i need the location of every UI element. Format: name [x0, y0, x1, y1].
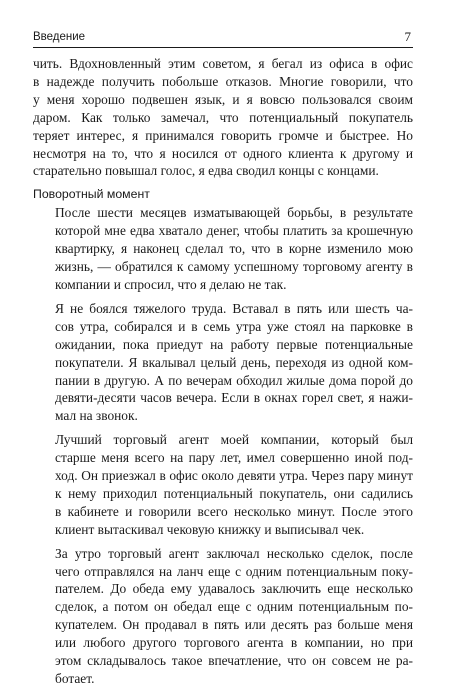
text-line: покупатели. Я вкалывал целый день, переходя из одной ком-	[55, 354, 413, 370]
paragraph	[33, 204, 413, 294]
section-subheading: Поворотный момент	[33, 187, 150, 202]
text-line: к нему приходил потенциальный покупатель, они садились	[55, 485, 413, 501]
text-line: в надежде получить побольше отказов. Многие говорили, что	[33, 73, 413, 89]
text-line: сделок, а потом он обедал еще с одним потенциальным по-	[55, 599, 413, 615]
text-line: теряет интерес, я принимался говорить громче и быстрее. Но	[33, 127, 413, 143]
section-title: Введение	[33, 31, 86, 43]
text-line: компании и спросил, что я делаю не так.	[55, 276, 287, 292]
text-line: клиент вытаскивал чековую книжку и выписывал чек.	[55, 521, 365, 537]
text-line: в кабинете и говорили всего несколько минут. После этого	[55, 503, 413, 519]
text-line: ожидании, пока приедут на работу первые потенциальные	[55, 336, 413, 352]
text-line: или любого другого торгового агента в компании, но при	[55, 635, 413, 651]
running-header	[33, 30, 413, 48]
text-line: у меня хорошо подвешен язык, и я вовсю пользовался своим	[33, 91, 413, 107]
text-line: жизнь, — обратился к самому успешному торговому агенту в	[55, 259, 413, 275]
text-line: ботает.	[55, 671, 95, 686]
text-line: несмотря на то, что я носился от одного клиента к другому и	[33, 145, 413, 161]
text-line: старательно повышал голос, я едва сводил концы с концами.	[33, 163, 379, 179]
text-line: За утро торговый агент заключал несколько сделок, после	[55, 545, 413, 561]
text-line: ход. Он приезжал в офис около девяти утра. Через пару минут	[55, 468, 413, 484]
text-line: девяти-десяти часов вечера. Если в окнах горел свет, я нажи-	[55, 390, 413, 406]
page-number: 7	[404, 29, 411, 44]
text-line: После шести месяцев изматывающей борьбы, в результате	[55, 205, 413, 221]
text-line: купателем. Он продавал в пять или десять раз больше меня	[55, 617, 413, 633]
text-line: Лучший торговый агент моей компании, который был	[55, 432, 413, 448]
text-line: сов утра, собирался и в семь утра уже стоял на парковке в	[55, 318, 413, 334]
text-line: даром. Как только замечал, что потенциальный покупатель	[33, 109, 413, 125]
text-line: квартирку, я наконец сделал то, что в корне изменило мою	[55, 241, 413, 257]
text-line: чить. Вдохновленный этим советом, я бегал из офиса в офис	[33, 56, 413, 71]
paragraph	[33, 300, 413, 425]
paragraph-continued	[33, 55, 413, 180]
paragraph	[33, 431, 413, 538]
text-line: пании в другую. А по вечерам обходил жилые дома порой до	[55, 372, 413, 388]
text-line: этом складывалось такое впечатление, что он совсем не ра-	[55, 653, 413, 669]
text-line: которой мне едва хватало денег, чтобы платить за крошечную	[55, 223, 413, 239]
text-line: чего отправлялся на ланч еще с одним потенциальным поку-	[55, 563, 413, 579]
text-line: пателем. До обеда ему удавалось заключить еще несколько	[55, 581, 413, 597]
text-line: Я не боялся тяжелого труда. Вставал в пять или шесть ча-	[55, 300, 413, 316]
text-line: старше меня всего на пару лет, имел совершенно иной под-	[55, 450, 413, 466]
paragraph	[33, 545, 413, 688]
book-page	[33, 30, 413, 688]
body-text	[33, 55, 413, 688]
text-line: мал на звонок.	[55, 408, 138, 424]
